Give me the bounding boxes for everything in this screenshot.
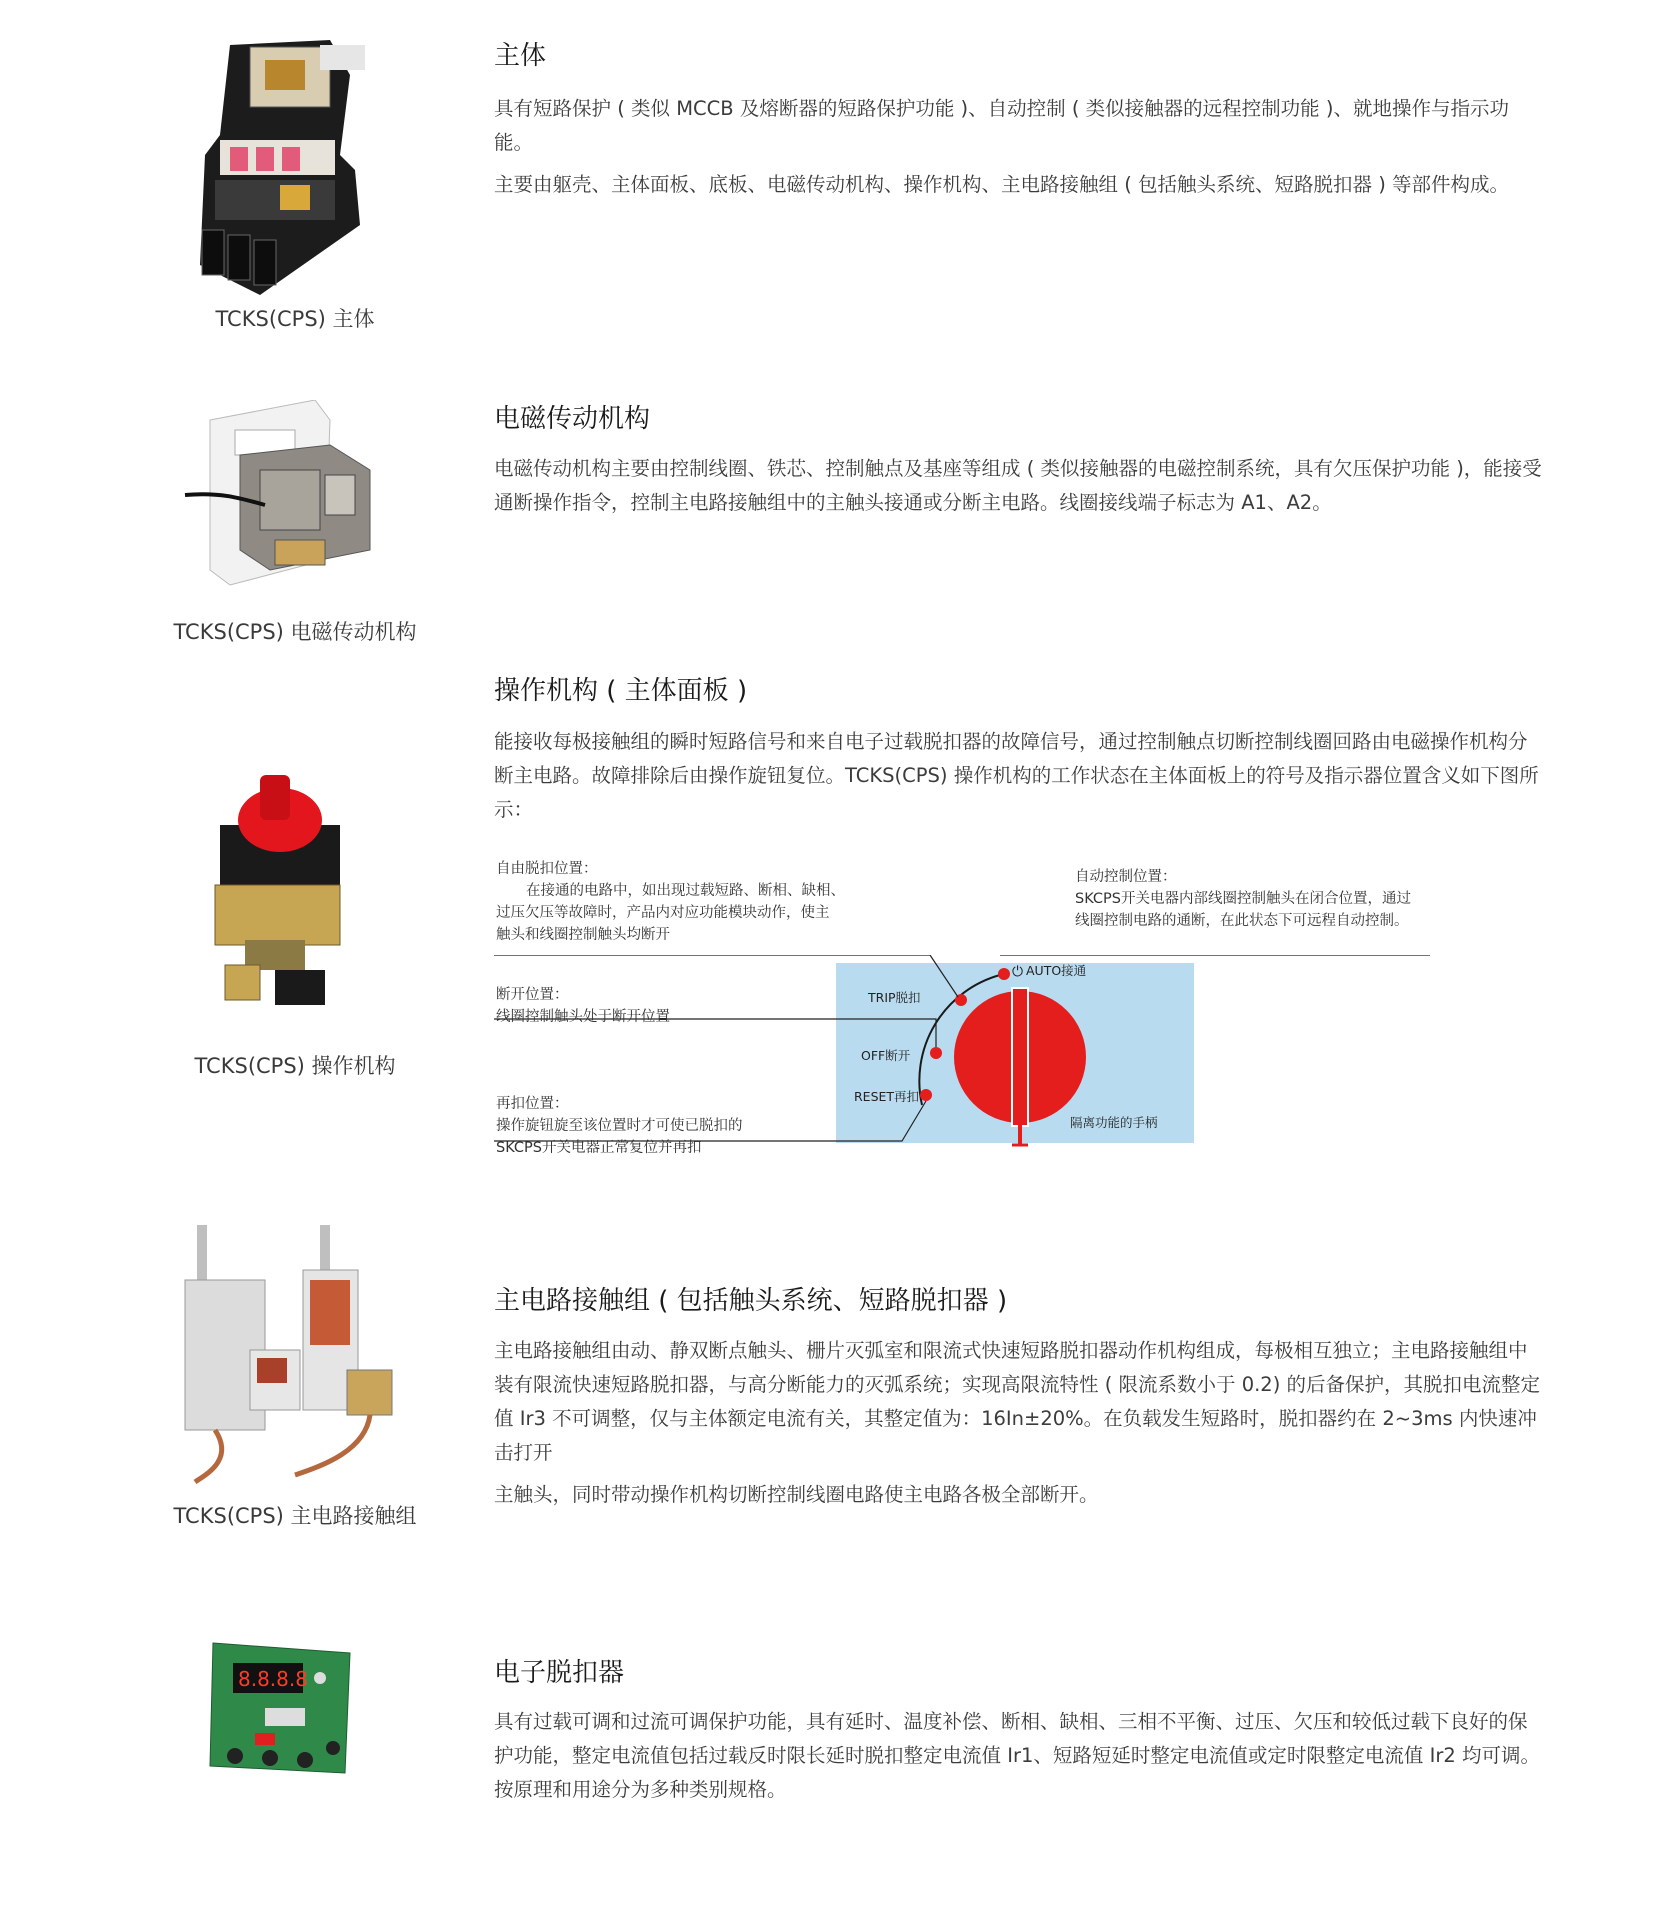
main-body-text-2: 主要由躯壳、主体面板、底板、电磁传动机构、操作机构、主电路接触组 ( 包括触头系统、短路脱扣器 ) 等部件构成。: [494, 173, 1510, 196]
off-title: 断开位置：: [496, 987, 569, 1003]
electronic-trip-unit-text: 具有过载可调和过流可调保护功能，具有延时、温度补偿、断相、缺相、三相不平衡、过压、欠压和较低过载下良好的保护功能，整定电流值包括过载反时限长延时脱扣整定电流值 Ir1、短路短延时整定电流值或定时限整定电流值 Ir2 均可调。按原理和用途分为多种类别规格。: [494, 1710, 1540, 1801]
reset-title: 再扣位置：: [496, 1096, 569, 1112]
off-dot: [930, 1047, 942, 1059]
auto-line-1: SKCPS开关电器内部线圈控制触头在闭合位置，通过: [1075, 891, 1411, 907]
main-circuit-contact-text-1: 主电路接触组由动、静双断点触头、栅片灭弧室和限流式快速短路脱扣器动作机构组成，每极相互独立；主电路接触组中装有限流快速短路脱扣器，与高分断能力的灭弧系统；实现高限流特性 ( 限流系数小于 0.2) 的后备保护，其脱扣电流整定值 Ir3 不可调整，仅与主体额定电流有关，其整定值为：16In±20%。在负载发生短路时，脱扣器约在 2~3ms 内快速冲击打开: [494, 1339, 1541, 1464]
reset-note: [496, 1093, 826, 1159]
free-trip-note: [496, 858, 926, 946]
electromagnetic-drive-photo: [180, 400, 380, 590]
free-trip-line-3: 触头和线圈控制触头均断开: [496, 927, 670, 943]
auto-symbol-icon: ⏻: [1012, 964, 1024, 980]
reset-line-2: SKCPS开关电器正常复位并再扣: [496, 1140, 702, 1156]
handle-label: 隔离功能的手柄: [1070, 1115, 1158, 1130]
main-body-text-1: 具有短路保护 ( 类似 MCCB 及熔断器的短路保护功能 )、自动控制 ( 类似接触器的远程控制功能 )、就地操作与指示功能。: [494, 97, 1509, 154]
electromagnetic-drive-title: 电磁传动机构: [494, 404, 651, 434]
operating-mechanism-caption: TCKS(CPS) 操作机构: [194, 1054, 396, 1078]
operating-mechanism-photo: [205, 770, 355, 1010]
electromagnetic-drive-text: 电磁传动机构主要由控制线圈、铁芯、控制触点及基座等组成 ( 类似接触器的电磁控制系统，具有欠压保护功能 )，能接受通断操作指令，控制主电路接触组中的主触头接通或分断主电路。线圈接线端子标志为 A1、A2。: [494, 457, 1542, 514]
auto-dot: [998, 968, 1010, 980]
auto-note: [1075, 866, 1495, 932]
free-trip-line-2: 过压欠压等故障时，产品内对应功能模块动作，使主: [496, 905, 830, 921]
auto-title: 自动控制位置：: [1075, 869, 1177, 885]
main-circuit-contact-caption: TCKS(CPS) 主电路接触组: [173, 1504, 417, 1528]
electronic-trip-unit-title: 电子脱扣器: [494, 1658, 625, 1688]
main-circuit-contact-photo: [175, 1220, 405, 1490]
off-line-1: 线圈控制触头处于断开位置: [496, 1009, 670, 1025]
free-trip-title: 自由脱扣位置：: [496, 861, 598, 877]
reset-line-1: 操作旋钮旋至该位置时才可使已脱扣的: [496, 1118, 743, 1134]
auto-line-2: 线圈控制电路的通断，在此状态下可远程自动控制。: [1075, 913, 1409, 929]
operating-mechanism-text: 能接收每极接触组的瞬时短路信号和来自电子过载脱扣器的故障信号，通过控制触点切断控制线圈回路由电磁操作机构分断主电路。故障排除后由操作旋钮复位。TCKS(CPS) 操作机构的工作状态在主体面板上的符号及指示器位置含义如下图所示：: [494, 730, 1539, 821]
main-body-photo: [190, 35, 370, 295]
operating-mechanism-title: 操作机构 ( 主体面板 ): [494, 676, 748, 706]
main-circuit-contact-text-2: 主触头，同时带动操作机构切断控制线圈电路使主电路各极全部断开。: [494, 1483, 1099, 1506]
main-body-caption: TCKS(CPS) 主体: [215, 307, 375, 331]
off-note: [496, 984, 826, 1028]
main-circuit-contact-title: 主电路接触组 ( 包括触头系统、短路脱扣器 ): [494, 1286, 1008, 1316]
free-trip-line-1: 在接通的电路中，如出现过载短路、断相、缺相、: [526, 883, 845, 899]
off-label: OFF断开: [861, 1048, 911, 1063]
reset-label: RESET再扣: [854, 1089, 920, 1104]
electronic-trip-unit-photo: [205, 1638, 355, 1778]
main-body-title: 主体: [494, 41, 547, 71]
pcb-display: 8.8.8.8: [238, 1667, 308, 1691]
auto-label: AUTO接通: [1026, 963, 1087, 978]
electromagnetic-drive-caption: TCKS(CPS) 电磁传动机构: [173, 620, 417, 644]
reset-dot: [920, 1089, 932, 1101]
trip-label: TRIP脱扣: [868, 990, 921, 1005]
